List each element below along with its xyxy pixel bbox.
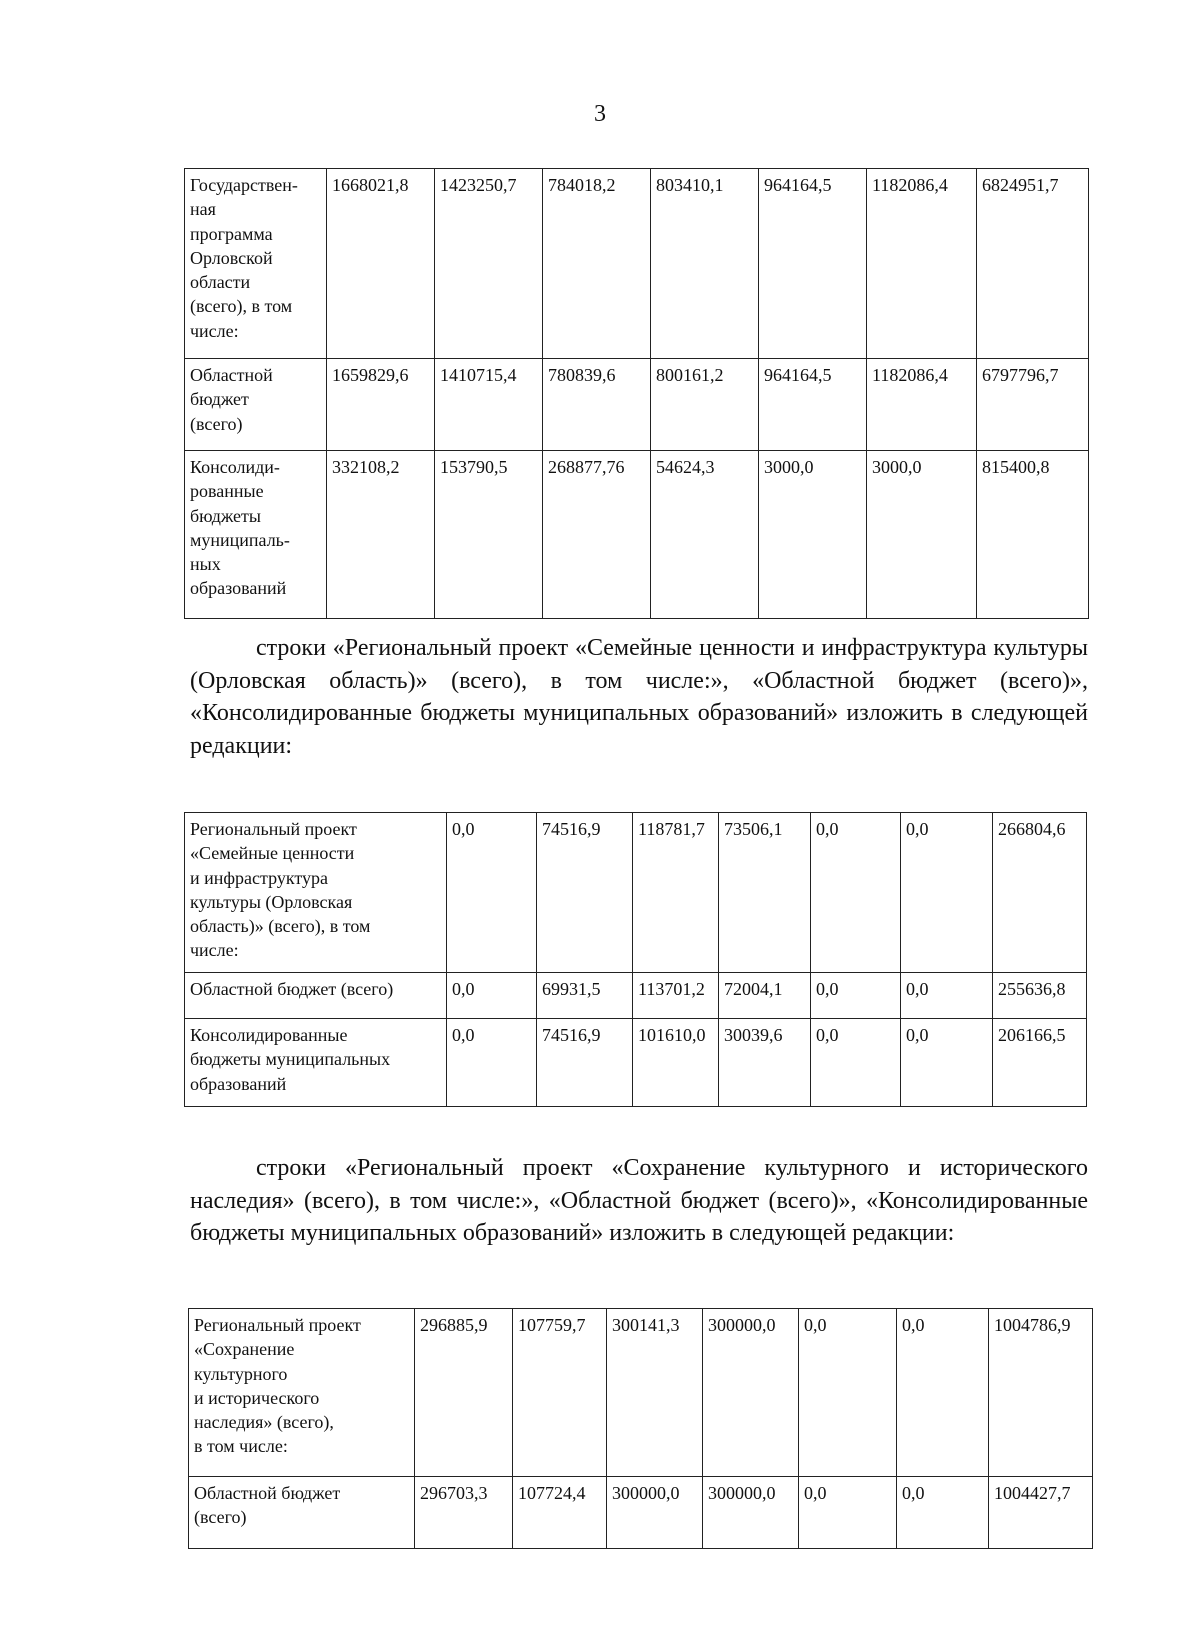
table-row: [189, 1477, 1093, 1549]
table-cell: 6797796,7: [977, 359, 1089, 451]
table-cell: 780839,6: [543, 359, 651, 451]
table-cell: 101610,0: [633, 1019, 719, 1107]
table-cell: 0,0: [811, 1019, 901, 1107]
table-cell: 1410715,4: [435, 359, 543, 451]
table-cell: 74516,9: [537, 1019, 633, 1107]
row-label: Государствен- ная программа Орловской области (всего), в том числе:: [185, 169, 327, 359]
table-cell: 1004427,7: [989, 1477, 1093, 1549]
row-label: Областной бюджет (всего): [185, 359, 327, 451]
table-cell: 107759,7: [513, 1309, 607, 1477]
table-cell: 6824951,7: [977, 169, 1089, 359]
table-cell: 206166,5: [993, 1019, 1087, 1107]
table-cell: 296885,9: [415, 1309, 513, 1477]
table-row: [189, 1309, 1093, 1477]
table-cell: 0,0: [447, 813, 537, 973]
table-cell: 803410,1: [651, 169, 759, 359]
table-row: [185, 359, 1089, 451]
table-cell: 107724,4: [513, 1477, 607, 1549]
table-cell: 0,0: [901, 1019, 993, 1107]
table-cell: 255636,8: [993, 973, 1087, 1019]
table-cell: 1182086,4: [867, 359, 977, 451]
table-cell: 266804,6: [993, 813, 1087, 973]
table-cell: 153790,5: [435, 451, 543, 619]
table-cell: 964164,5: [759, 169, 867, 359]
table-cell: 0,0: [799, 1309, 897, 1477]
table-cell: 0,0: [811, 813, 901, 973]
table-cell: 784018,2: [543, 169, 651, 359]
table-cell: 0,0: [901, 813, 993, 973]
table-cell: 300000,0: [607, 1477, 703, 1549]
table-cell: 1668021,8: [327, 169, 435, 359]
table-cell: 3000,0: [867, 451, 977, 619]
table-cell: 54624,3: [651, 451, 759, 619]
table-cell: 3000,0: [759, 451, 867, 619]
table-cell: 0,0: [897, 1309, 989, 1477]
table-row: [185, 169, 1089, 359]
table-cell: 118781,7: [633, 813, 719, 973]
table-row: [185, 451, 1089, 619]
table-cell: 800161,2: [651, 359, 759, 451]
table-cell: 0,0: [897, 1477, 989, 1549]
table-cell: 296703,3: [415, 1477, 513, 1549]
table-cell: 300000,0: [703, 1309, 799, 1477]
table-cell: 72004,1: [719, 973, 811, 1019]
table-cell: 1659829,6: [327, 359, 435, 451]
table-cell: 964164,5: [759, 359, 867, 451]
table-row: [185, 1019, 1087, 1107]
table-cell: 0,0: [901, 973, 993, 1019]
row-label: Областной бюджет (всего): [185, 973, 447, 1019]
table-cell: 300141,3: [607, 1309, 703, 1477]
table-cell: 113701,2: [633, 973, 719, 1019]
table-cell: 1004786,9: [989, 1309, 1093, 1477]
table-cell: 1182086,4: [867, 169, 977, 359]
table-cell: 1423250,7: [435, 169, 543, 359]
row-label: Консолидированные бюджеты муниципальных образований: [185, 1019, 447, 1107]
paragraph-family-values-project: строки «Региональный проект «Семейные ценности и инфраструктура культуры (Орловская область)» (всего), в том числе:», «Областной бюджет (всего)», «Консолидированные бюджеты муниципальных образований» изложить в следующей редакции:: [190, 635, 1088, 759]
page-number: 3: [594, 101, 606, 127]
table-cell: 268877,76: [543, 451, 651, 619]
table-cell: 30039,6: [719, 1019, 811, 1107]
table-cell: 69931,5: [537, 973, 633, 1019]
table-cell: 0,0: [799, 1477, 897, 1549]
table-row: [185, 813, 1087, 973]
funding-table-state-program: [184, 168, 1089, 619]
table-cell: 0,0: [811, 973, 901, 1019]
table-row: [185, 973, 1087, 1019]
table-cell: 73506,1: [719, 813, 811, 973]
table-cell: 332108,2: [327, 451, 435, 619]
table-cell: 815400,8: [977, 451, 1089, 619]
table-cell: 0,0: [447, 973, 537, 1019]
table-cell: 0,0: [447, 1019, 537, 1107]
funding-table-family-values: [184, 812, 1087, 1107]
row-label: Региональный проект «Сохранение культурного и исторического наследия» (всего), в том числе:: [189, 1309, 415, 1477]
table-cell: 74516,9: [537, 813, 633, 973]
funding-table-heritage: [188, 1308, 1093, 1549]
paragraph-heritage-project: строки «Региональный проект «Сохранение культурного и исторического наследия» (всего), в том числе:», «Областной бюджет (всего)», «Консолидированные бюджеты муниципальных образований» изложить в следующей редакции:: [190, 1155, 1088, 1247]
row-label: Консолиди- рованные бюджеты муниципаль- ных образований: [185, 451, 327, 619]
row-label: Региональный проект «Семейные ценности и инфраструктура культуры (Орловская область)» (всего), в том числе:: [185, 813, 447, 973]
row-label: Областной бюджет (всего): [189, 1477, 415, 1549]
table-cell: 300000,0: [703, 1477, 799, 1549]
